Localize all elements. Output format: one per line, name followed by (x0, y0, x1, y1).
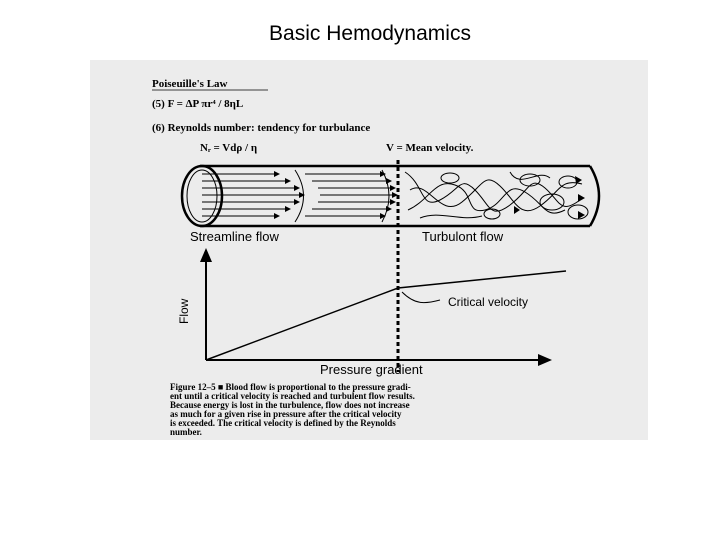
figure-svg (90, 60, 648, 440)
velocity-definition: V = Mean velocity. (386, 142, 474, 154)
caption-line: is exceeded. The critical velocity is defined by the Reynolds (170, 418, 396, 428)
streamline-arrows (202, 170, 392, 222)
figure-heading: Poiseuille's Law (152, 78, 228, 90)
caption-line: number. (170, 427, 202, 437)
equation-5: (5) F = ΔP πr⁴ / 8ηL (152, 98, 244, 110)
turbulent-eddies (405, 172, 588, 219)
flow-curve (206, 271, 566, 360)
y-axis-label: Flow (177, 298, 191, 324)
scanned-figure (90, 60, 648, 440)
x-axis-label: Pressure gradient (320, 362, 423, 377)
caption-line: as much for a given rise in pressure after the critical velocity (170, 409, 402, 419)
critical-velocity-pointer (402, 292, 440, 303)
critical-velocity-label: Critical velocity (448, 295, 529, 309)
caption-line: Figure 12–5 ■ Blood flow is proportional to the pressure gradi- (170, 382, 411, 392)
figure-caption (170, 382, 415, 437)
turbulent-label: Turbulont flow (422, 229, 504, 244)
equation-6: (6) Reynolds number: tendency for turbulance (152, 122, 371, 134)
streamline-label: Streamline flow (190, 229, 279, 244)
caption-line: Because energy is lost in the turbulence, flow does not increase (170, 400, 410, 410)
caption-line: ent until a critical velocity is reached and turbulent flow results. (170, 391, 415, 401)
reynolds-formula: Nᵣ = Vdρ / η (200, 142, 258, 154)
slide-title: Basic Hemodynamics (269, 22, 471, 45)
